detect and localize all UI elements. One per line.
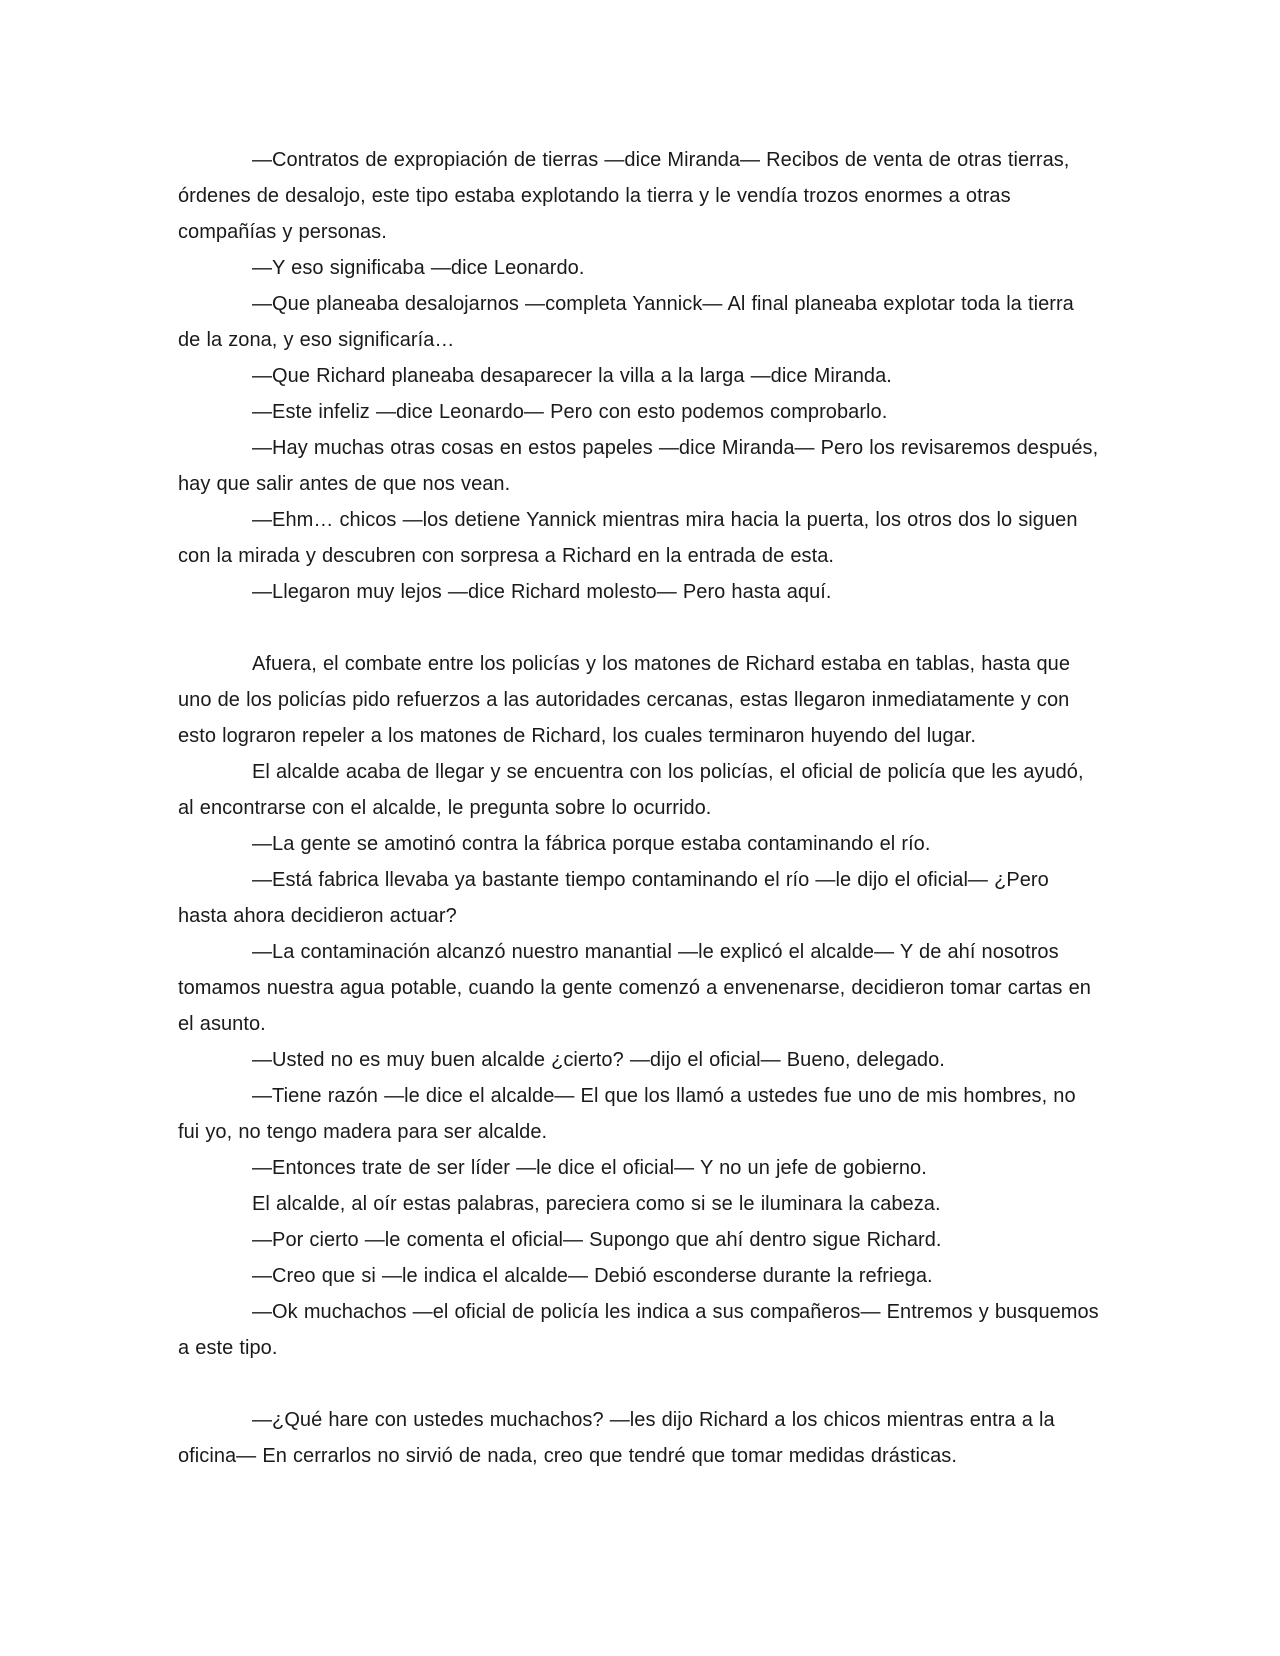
paragraph: —La gente se amotinó contra la fábrica porque estaba contaminando el río. <box>252 833 931 855</box>
paragraph: El alcalde, al oír estas palabras, pareciera como si se le iluminara la cabeza. <box>252 1193 941 1215</box>
paragraph: —¿Qué hare con ustedes muchachos? —les dijo Richard a los chicos mientras entra a la oficina— En cerrarlos no sirvió de nada, creo que tendré que tomar medidas drásticas. <box>178 1409 1055 1467</box>
paragraph: —Usted no es muy buen alcalde ¿cierto? —dijo el oficial— Bueno, delegado. <box>252 1049 945 1071</box>
paragraph: —La contaminación alcanzó nuestro manantial —le explicó el alcalde— Y de ahí nosotros tomamos nuestra agua potable, cuando la gente comenzó a envenenarse, decidieron tomar cartas en el asunto. <box>178 941 1091 1035</box>
paragraph: —Está fabrica llevaba ya bastante tiempo contaminando el río —le dijo el oficial— ¿Pero hasta ahora decidieron actuar? <box>178 869 1049 927</box>
paragraph: —Este infeliz —dice Leonardo— Pero con esto podemos comprobarlo. <box>252 401 888 423</box>
paragraph: —Llegaron muy lejos —dice Richard molesto— Pero hasta aquí. <box>252 581 832 603</box>
paragraph: —Y eso significaba —dice Leonardo. <box>252 257 585 279</box>
text-section-richard <box>178 1402 1102 1474</box>
paragraph: El alcalde acaba de llegar y se encuentra con los policías, el oficial de policía que les ayudó, al encontrarse con el alcalde, le pregunta sobre lo ocurrido. <box>178 761 1084 819</box>
paragraph: —Tiene razón —le dice el alcalde— El que los llamó a ustedes fue uno de mis hombres, no fui yo, no tengo madera para ser alcalde. <box>178 1085 1076 1143</box>
paragraph: —Por cierto —le comenta el oficial— Supongo que ahí dentro sigue Richard. <box>252 1229 942 1251</box>
paragraph: —Creo que si —le indica el alcalde— Debió esconderse durante la refriega. <box>252 1265 933 1287</box>
paragraph: —Hay muchas otras cosas en estos papeles —dice Miranda— Pero los revisaremos después, hay que salir antes de que nos vean. <box>178 437 1099 495</box>
paragraph: —Ehm… chicos —los detiene Yannick mientras mira hacia la puerta, los otros dos lo siguen con la mirada y descubren con sorpresa a Richard en la entrada de esta. <box>178 509 1078 567</box>
paragraph: —Contratos de expropiación de tierras —dice Miranda— Recibos de venta de otras tierras, órdenes de desalojo, este tipo estaba explotando la tierra y le vendía trozos enormes a otras compañías y personas. <box>178 149 1070 243</box>
paragraph: —Ok muchachos —el oficial de policía les indica a sus compañeros— Entremos y busquemos a este tipo. <box>178 1301 1099 1359</box>
text-section-office <box>178 142 1102 610</box>
paragraph: —Entonces trate de ser líder —le dice el oficial— Y no un jefe de gobierno. <box>252 1157 927 1179</box>
text-section-outside <box>178 646 1102 1366</box>
paragraph: —Que planeaba desalojarnos —completa Yannick— Al final planeaba explotar toda la tierra de la zona, y eso significaría… <box>178 293 1074 351</box>
paragraph: —Que Richard planeaba desaparecer la villa a la larga —dice Miranda. <box>252 365 892 387</box>
paragraph: Afuera, el combate entre los policías y los matones de Richard estaba en tablas, hasta que uno de los policías pido refuerzos a las autoridades cercanas, estas llegaron inmediatamente y con esto lograron repeler a los matones de Richard, los cuales terminaron huyendo del lugar. <box>178 653 1071 747</box>
